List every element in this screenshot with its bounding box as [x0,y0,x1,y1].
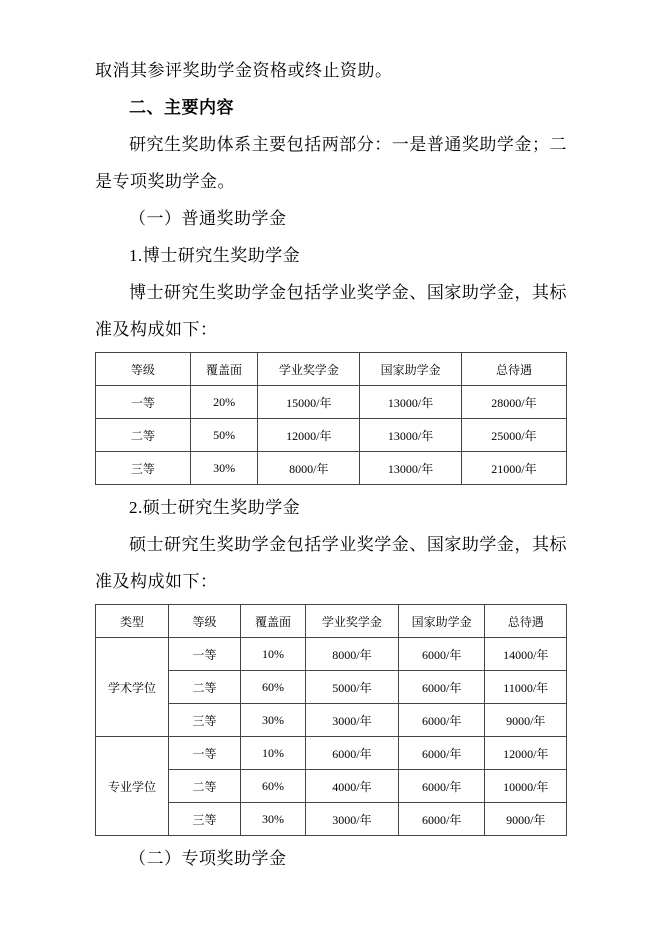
table-cell: 三等 [96,452,191,485]
table-cell: 3000/年 [306,704,399,737]
table-cell: 3000/年 [306,803,399,836]
section-heading-special-scholarship: （二）专项奖助学金 [129,849,287,868]
table-cell: 5000/年 [306,671,399,704]
table-cell: 6000/年 [398,737,485,770]
table-cell: 三等 [169,704,241,737]
table-cell: 二等 [96,419,191,452]
table-cell: 6000/年 [398,671,485,704]
paragraph-doctoral-intro: 博士研究生奖助学金包括学业奖学金、国家助学金，其标准及构成如下： [95,283,567,339]
column-header-academic-scholarship: 学业奖学金 [306,605,399,638]
table-cell: 一等 [169,638,241,671]
table-cell: 一等 [169,737,241,770]
table-cell: 二等 [169,770,241,803]
table-cell: 10000/年 [485,770,567,803]
paragraph-overview: 研究生奖助体系主要包括两部分：一是普通奖助学金；二是专项奖助学金。 [95,135,567,191]
table-row [96,638,567,671]
column-header-total: 总待遇 [485,605,567,638]
table-header-row [96,353,567,386]
table-cell: 13000/年 [360,386,462,419]
heading-main-content: 二、主要内容 [129,98,234,117]
column-header-total: 总待遇 [461,353,566,386]
column-header-grade: 等级 [169,605,241,638]
table-cell: 9000/年 [485,803,567,836]
table-row [96,737,567,770]
table-cell: 6000/年 [398,638,485,671]
table-cell: 6000/年 [398,803,485,836]
table-cell: 6000/年 [398,704,485,737]
subheading-doctoral-scholarship: 1.博士研究生奖助学金 [129,246,301,265]
table-cell: 15000/年 [258,386,360,419]
table-cell: 一等 [96,386,191,419]
column-header-national-grant: 国家助学金 [398,605,485,638]
table-cell: 10% [241,737,306,770]
table-cell: 6000/年 [306,737,399,770]
table-cell: 14000/年 [485,638,567,671]
table-cell: 60% [241,671,306,704]
paragraph-master-intro: 硕士研究生奖助学金包括学业奖学金、国家助学金，其标准及构成如下： [95,535,567,591]
table-cell: 二等 [169,671,241,704]
table-cell: 30% [241,803,306,836]
column-header-coverage: 覆盖面 [190,353,258,386]
table-cell: 20% [190,386,258,419]
table-cell-degree-type: 专业学位 [96,737,169,836]
table-cell: 60% [241,770,306,803]
table-cell: 12000/年 [258,419,360,452]
table-row [96,419,567,452]
table-cell: 8000/年 [258,452,360,485]
table-cell: 9000/年 [485,704,567,737]
paragraph-carryover: 取消其参评奖助学金资格或终止资助。 [95,61,393,80]
column-header-grade: 等级 [96,353,191,386]
table-cell: 12000/年 [485,737,567,770]
table-header-row [96,605,567,638]
table-cell: 6000/年 [398,770,485,803]
table-row [96,452,567,485]
table-cell: 28000/年 [461,386,566,419]
subheading-master-scholarship: 2.硕士研究生奖助学金 [129,498,301,517]
table-cell: 三等 [169,803,241,836]
section-heading-general-scholarship: （一）普通奖助学金 [129,209,287,228]
table-cell: 4000/年 [306,770,399,803]
table-cell: 11000/年 [485,671,567,704]
table-cell: 13000/年 [360,419,462,452]
table-cell: 30% [241,704,306,737]
table-cell-degree-type: 学术学位 [96,638,169,737]
table-cell: 21000/年 [461,452,566,485]
table-cell: 8000/年 [306,638,399,671]
table-cell: 10% [241,638,306,671]
column-header-coverage: 覆盖面 [241,605,306,638]
table-cell: 13000/年 [360,452,462,485]
doctoral-scholarship-table [95,352,567,485]
table-cell: 25000/年 [461,419,566,452]
master-scholarship-table [95,604,567,836]
column-header-type: 类型 [96,605,169,638]
column-header-national-grant: 国家助学金 [360,353,462,386]
table-cell: 30% [190,452,258,485]
table-row [96,386,567,419]
column-header-academic-scholarship: 学业奖学金 [258,353,360,386]
table-cell: 50% [190,419,258,452]
